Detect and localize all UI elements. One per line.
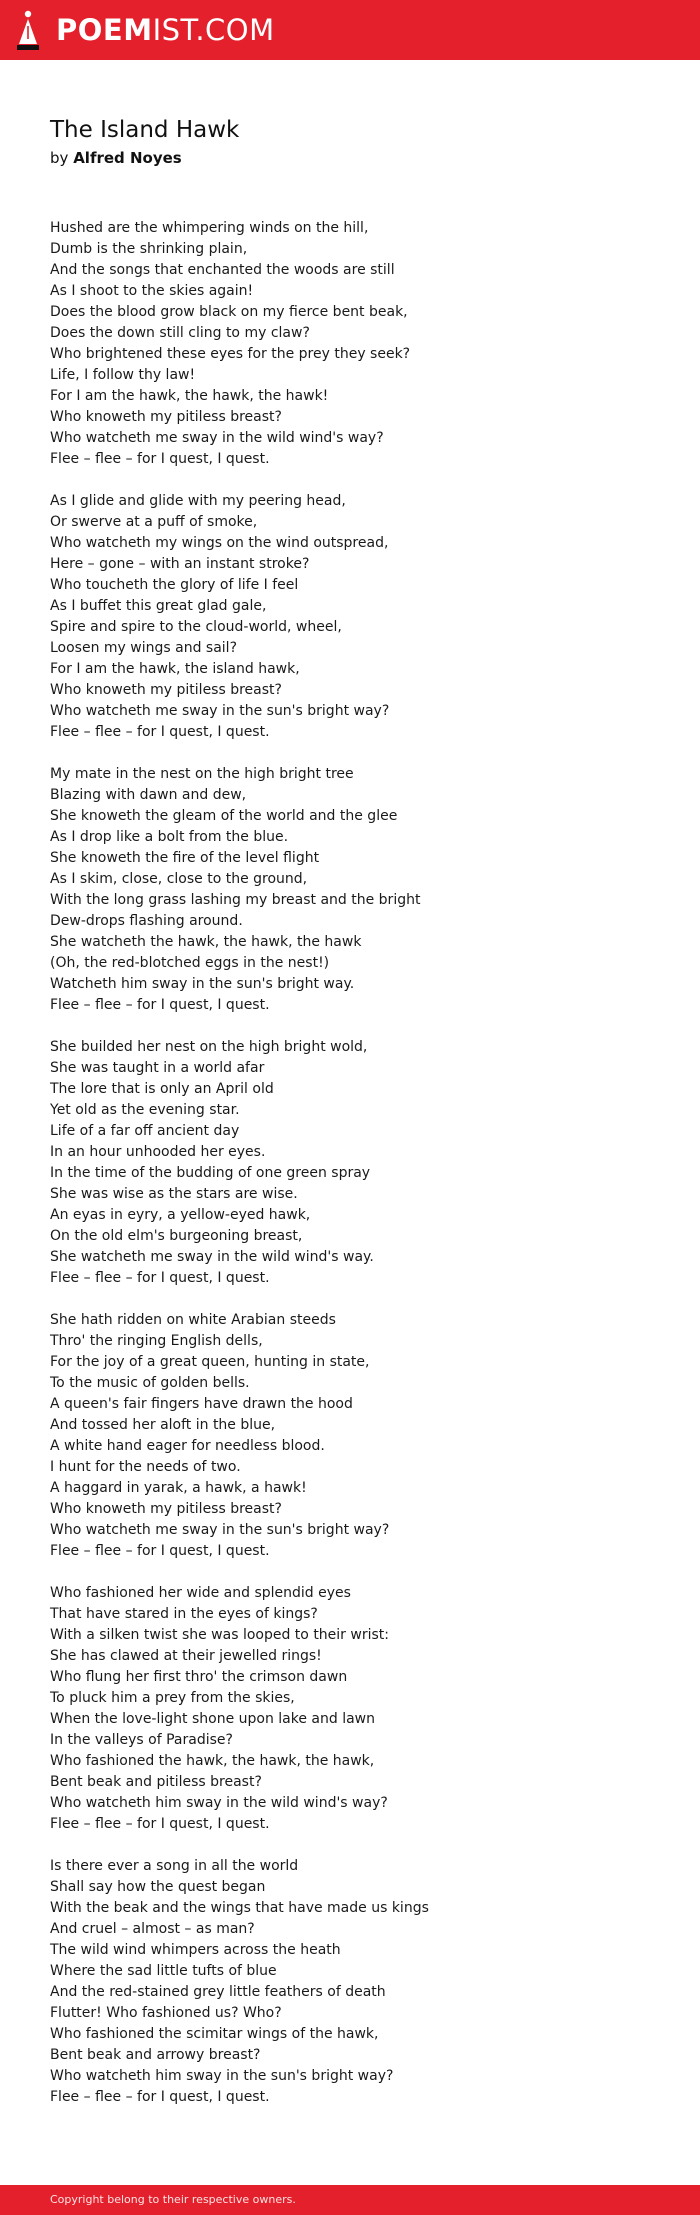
poem-line: With the beak and the wings that have made us kings — [50, 1900, 429, 1916]
poem-line: With a silken twist she was looped to their wrist: — [50, 1627, 389, 1643]
poem-line: That have stared in the eyes of kings? — [50, 1606, 318, 1622]
footer-copyright: Copyright belong to their respective owners. — [50, 2193, 296, 2206]
poem-line: For I am the hawk, the hawk, the hawk! — [50, 388, 329, 404]
poem-line: Who fashioned the scimitar wings of the hawk, — [50, 2026, 379, 2042]
poem-line: When the love-light shone upon lake and lawn — [50, 1711, 376, 1727]
poem-line: For the joy of a great queen, hunting in state, — [50, 1354, 370, 1370]
poem-line: And tossed her aloft in the blue, — [50, 1417, 276, 1433]
poem-stanza — [50, 218, 670, 470]
poem-line: And cruel – almost – as man? — [50, 1921, 255, 1937]
logo-text — [56, 10, 275, 50]
poem-line: Dumb is the shrinking plain, — [50, 241, 248, 257]
poem-line: The wild wind whimpers across the heath — [50, 1942, 341, 1958]
poem-line: She has clawed at their jewelled rings! — [50, 1648, 322, 1664]
poem-line: (Oh, the red-blotched eggs in the nest!) — [50, 955, 330, 971]
poem-line: Spire and spire to the cloud-world, wheel, — [50, 619, 342, 635]
poem-line: Does the down still cling to my claw? — [50, 325, 310, 341]
poem-line: In an hour unhooded her eyes. — [50, 1144, 266, 1160]
poem-line: She watcheth the hawk, the hawk, the hawk — [50, 934, 362, 950]
poem-line: Yet old as the evening star. — [50, 1102, 240, 1118]
poem-line: And the songs that enchanted the woods are still — [50, 262, 395, 278]
poem-line: Who knoweth my pitiless breast? — [50, 1501, 282, 1517]
poem-stanza — [50, 1583, 670, 1835]
poem-line: Flee – flee – for I quest, I quest. — [50, 1543, 270, 1559]
logo-text-bold: POEM — [56, 13, 153, 47]
poem-line: She watcheth me sway in the wild wind's way. — [50, 1249, 374, 1265]
poem-line: In the time of the budding of one green spray — [50, 1165, 371, 1181]
poem-line: Life of a far off ancient day — [50, 1123, 240, 1139]
poem-line: She builded her nest on the high bright wold, — [50, 1039, 368, 1055]
poem-stanza — [50, 1856, 670, 2108]
poem-line: On the old elm's burgeoning breast, — [50, 1228, 303, 1244]
poem-line: Loosen my wings and sail? — [50, 640, 238, 656]
poem-line: Who fashioned her wide and splendid eyes — [50, 1585, 351, 1601]
poem-line: Who watcheth my wings on the wind outspread, — [50, 535, 389, 551]
poem-line: As I drop like a bolt from the blue. — [50, 829, 289, 845]
poem-line: Here – gone – with an instant stroke? — [50, 556, 310, 572]
poem-line: Flee – flee – for I quest, I quest. — [50, 2089, 270, 2105]
site-footer — [0, 2185, 700, 2215]
poem-line: Shall say how the quest began — [50, 1879, 266, 1895]
poem-line: Watcheth him sway in the sun's bright way. — [50, 976, 355, 992]
poem-line: As I skim, close, close to the ground, — [50, 871, 308, 887]
poem-line: She knoweth the fire of the level flight — [50, 850, 320, 866]
by-label: by — [50, 149, 69, 167]
poem-line: Or swerve at a puff of smoke, — [50, 514, 258, 530]
logo-text-light: IST.COM — [152, 13, 275, 47]
poem-line: Bent beak and arrowy breast? — [50, 2047, 261, 2063]
site-logo[interactable] — [16, 10, 275, 50]
poem-line: Blazing with dawn and dew, — [50, 787, 247, 803]
poem-line: Bent beak and pitiless breast? — [50, 1774, 262, 1790]
poem-line: In the valleys of Paradise? — [50, 1732, 233, 1748]
poem-line: Who watcheth me sway in the sun's bright way? — [50, 703, 390, 719]
poem-line: For I am the hawk, the island hawk, — [50, 661, 300, 677]
poem-line: Who fashioned the hawk, the hawk, the hawk, — [50, 1753, 375, 1769]
poem-line: An eyas in eyry, a yellow-eyed hawk, — [50, 1207, 311, 1223]
poem-line: To pluck him a prey from the skies, — [50, 1690, 295, 1706]
poem-line: I hunt for the needs of two. — [50, 1459, 241, 1475]
poem-author: Alfred Noyes — [73, 149, 182, 167]
poem-line: Does the blood grow black on my fierce bent beak, — [50, 304, 408, 320]
poem-line: As I shoot to the skies again! — [50, 283, 254, 299]
poem-line: Who knoweth my pitiless breast? — [50, 409, 282, 425]
poem-line: Flee – flee – for I quest, I quest. — [50, 451, 270, 467]
poem-line: My mate in the nest on the high bright tree — [50, 766, 354, 782]
poem-line: A haggard in yarak, a hawk, a hawk! — [50, 1480, 307, 1496]
poem-line: Flee – flee – for I quest, I quest. — [50, 1816, 270, 1832]
poem-line: Who toucheth the glory of life I feel — [50, 577, 299, 593]
poem-stanza — [50, 1310, 670, 1562]
poem-line: She knoweth the gleam of the world and the glee — [50, 808, 398, 824]
poem-line: Who brightened these eyes for the prey they seek? — [50, 346, 411, 362]
poem-line: As I buffet this great glad gale, — [50, 598, 267, 614]
poem-line: Flee – flee – for I quest, I quest. — [50, 997, 270, 1013]
poem-line: Who watcheth him sway in the wild wind's way? — [50, 1795, 388, 1811]
poem-line: Flee – flee – for I quest, I quest. — [50, 724, 270, 740]
poem-byline — [50, 147, 182, 169]
poem-line: Flutter! Who fashioned us? Who? — [50, 2005, 282, 2021]
poem-line: Dew-drops flashing around. — [50, 913, 243, 929]
poem-line: To the music of golden bells. — [50, 1375, 250, 1391]
poem-line: As I glide and glide with my peering head, — [50, 493, 346, 509]
poem-stanza — [50, 764, 670, 1016]
poem-line: She was wise as the stars are wise. — [50, 1186, 298, 1202]
poem-body — [50, 218, 670, 2129]
pen-nib-icon — [16, 10, 40, 50]
poem-line: Who watcheth me sway in the wild wind's way? — [50, 430, 384, 446]
poem-stanza — [50, 491, 670, 743]
poem-line: With the long grass lashing my breast and the bright — [50, 892, 421, 908]
poem-line: Who watcheth me sway in the sun's bright way? — [50, 1522, 390, 1538]
poem-line: Who knoweth my pitiless breast? — [50, 682, 282, 698]
poem-stanza — [50, 1037, 670, 1289]
poem-line: Who watcheth him sway in the sun's bright way? — [50, 2068, 394, 2084]
poem-line: Where the sad little tufts of blue — [50, 1963, 277, 1979]
poem-line: The lore that is only an April old — [50, 1081, 274, 1097]
poem-line: Thro' the ringing English dells, — [50, 1333, 263, 1349]
poem-line: And the red-stained grey little feathers of death — [50, 1984, 386, 2000]
poem-line: A queen's fair fingers have drawn the hood — [50, 1396, 353, 1412]
poem-line: She was taught in a world afar — [50, 1060, 265, 1076]
poem-line: Is there ever a song in all the world — [50, 1858, 299, 1874]
poem-line: She hath ridden on white Arabian steeds — [50, 1312, 336, 1328]
poem-line: Hushed are the whimpering winds on the hill, — [50, 220, 369, 236]
poem-line: Flee – flee – for I quest, I quest. — [50, 1270, 270, 1286]
poem-line: A white hand eager for needless blood. — [50, 1438, 325, 1454]
site-header — [0, 0, 700, 60]
poem-line: Life, I follow thy law! — [50, 367, 196, 383]
poem-title: The Island Hawk — [50, 117, 240, 143]
poem-line: Who flung her first thro' the crimson dawn — [50, 1669, 348, 1685]
